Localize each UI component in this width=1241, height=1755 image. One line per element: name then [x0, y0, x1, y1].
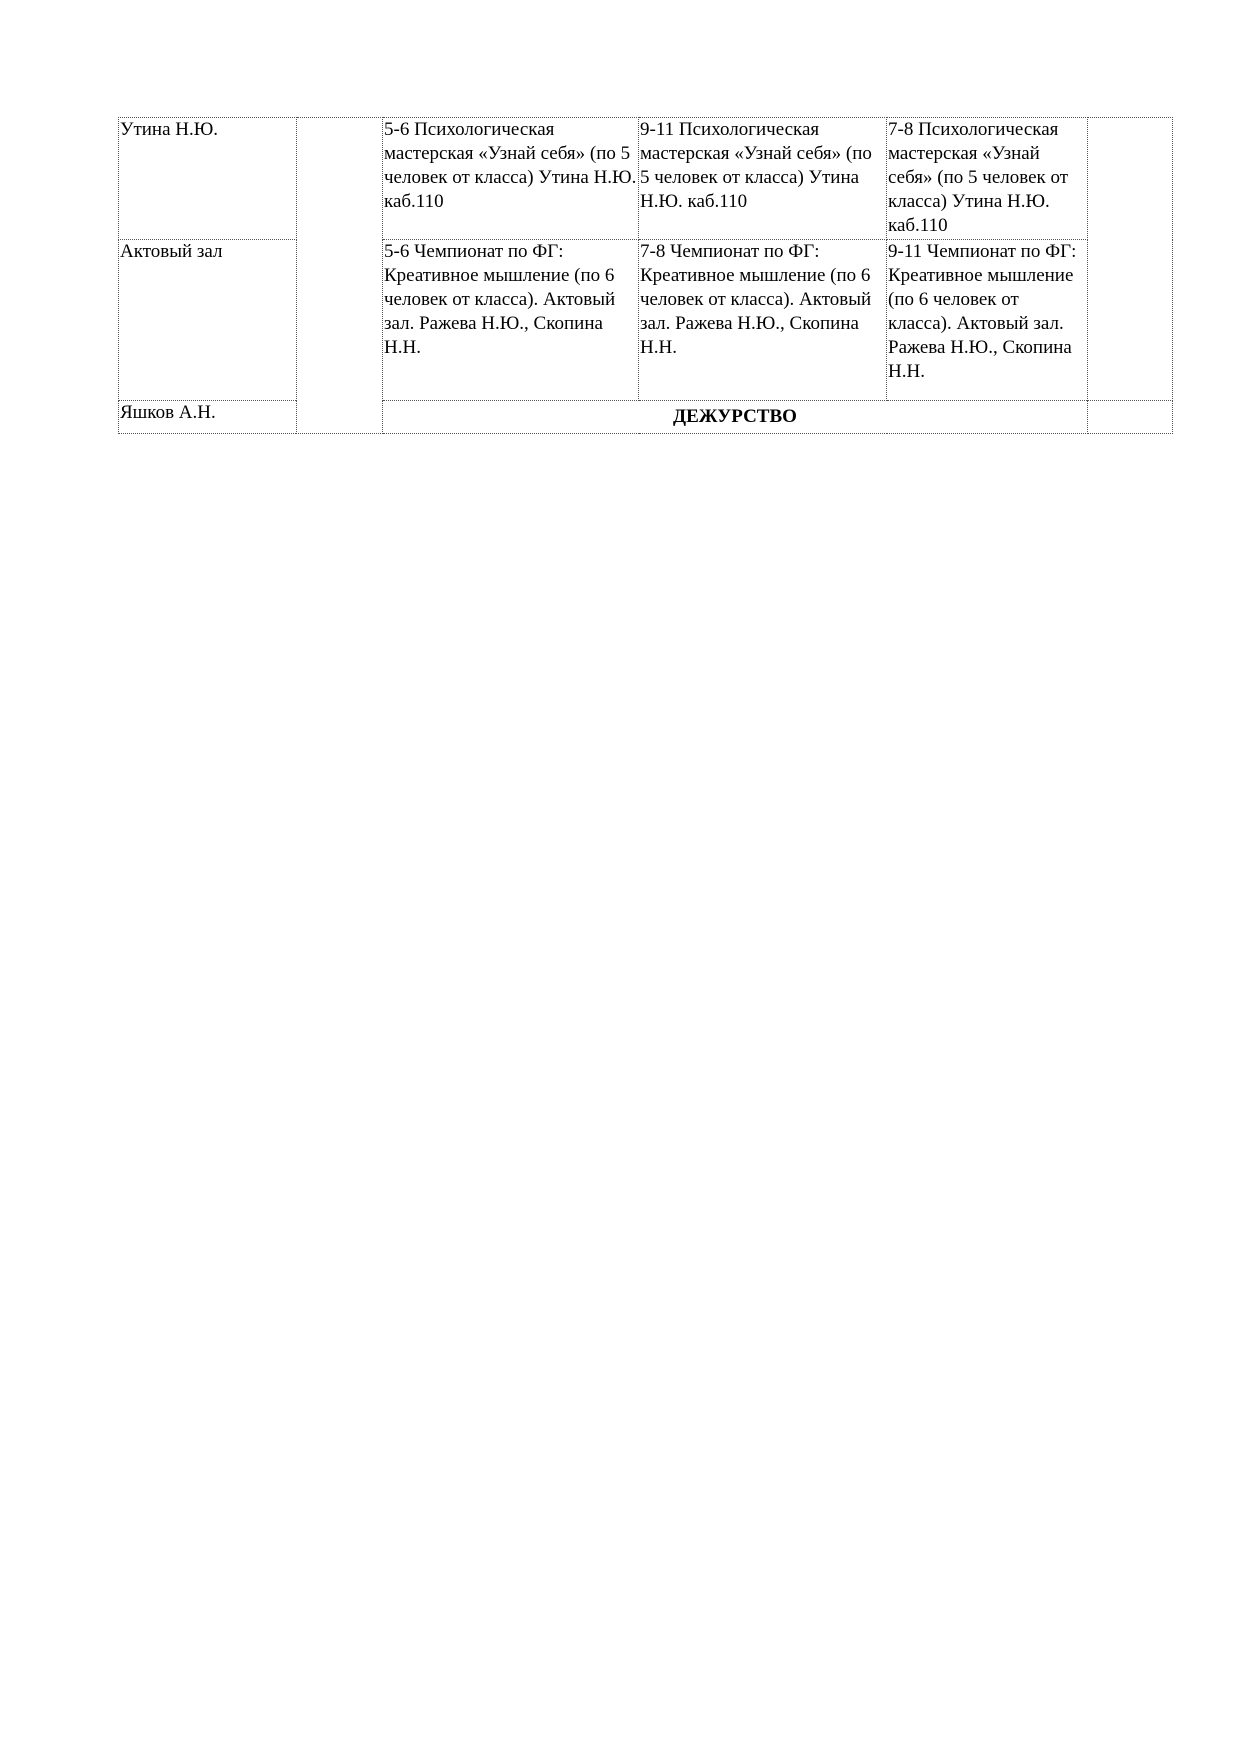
activity-cell: 5-6 Чемпионат по ФГ: Креативное мышление (по 6 человек от класса). Актовый зал. Ражева Н.Ю., Скопина Н.Н. [383, 240, 639, 401]
schedule-table [118, 117, 1173, 434]
activity-cell: 7-8 Психологическая мастерская «Узнай себя» (по 5 человек от класса) Утина Н.Ю. каб.110 [887, 118, 1088, 240]
activity-cell: 5-6 Психологическая мастерская «Узнай себя» (по 5 человек от класса) Утина Н.Ю. каб.110 [383, 118, 639, 240]
activity-cell: 7-8 Чемпионат по ФГ: Креативное мышление (по 6 человек от класса). Актовый зал. Ражева Н.Ю., Скопина Н.Н. [639, 240, 887, 401]
duty-cell: ДЕЖУРСТВО [383, 401, 1088, 434]
activity-cell: 9-11 Чемпионат по ФГ: Креативное мышление (по 6 человек от класса). Актовый зал. Ражева Н.Ю., Скопина Н.Н. [887, 240, 1088, 401]
empty-cell [1088, 118, 1173, 401]
table-row [119, 401, 1173, 434]
row-name-cell: Утина Н.Ю. [119, 118, 297, 240]
empty-time-cell [297, 118, 383, 434]
activity-cell: 9-11 Психологическая мастерская «Узнай себя» (по 5 человек от класса) Утина Н.Ю. каб.110 [639, 118, 887, 240]
row-name-cell: Яшков А.Н. [119, 401, 297, 434]
row-name-cell: Актовый зал [119, 240, 297, 401]
table-row [119, 240, 1173, 401]
empty-cell [1088, 401, 1173, 434]
table-row [119, 118, 1173, 240]
